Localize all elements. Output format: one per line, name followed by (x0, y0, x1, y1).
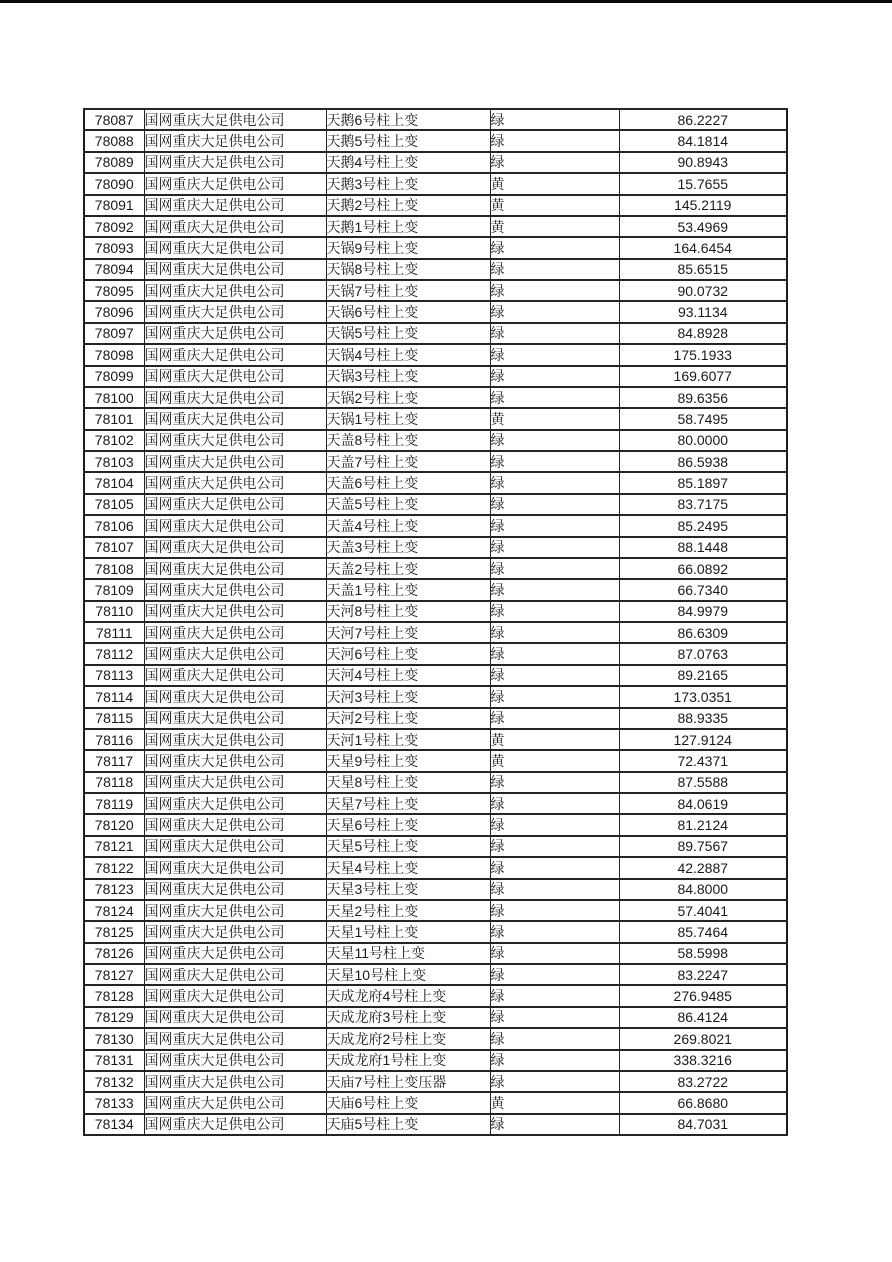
status-color-cell: 绿 (490, 301, 619, 322)
company-name-cell: 国网重庆大足供电公司 (144, 814, 326, 835)
device-name-cell: 天河6号柱上变 (326, 643, 490, 664)
table-row (84, 130, 787, 151)
status-color-cell: 绿 (490, 985, 619, 1006)
record-id-cell: 78120 (84, 814, 144, 835)
value-cell: 90.0732 (619, 280, 787, 301)
record-id-cell: 78119 (84, 793, 144, 814)
value-cell: 84.7031 (619, 1114, 787, 1135)
record-id-cell: 78115 (84, 708, 144, 729)
record-id-cell: 78121 (84, 836, 144, 857)
device-name-cell: 天锅4号柱上变 (326, 344, 490, 365)
device-name-cell: 天河3号柱上变 (326, 686, 490, 707)
status-color-cell: 绿 (490, 943, 619, 964)
record-id-cell: 78125 (84, 921, 144, 942)
table-row (84, 216, 787, 237)
table-row (84, 280, 787, 301)
table-row (84, 879, 787, 900)
company-name-cell: 国网重庆大足供电公司 (144, 195, 326, 216)
record-id-cell: 78095 (84, 280, 144, 301)
status-color-cell: 绿 (490, 451, 619, 472)
device-name-cell: 天鹅5号柱上变 (326, 130, 490, 151)
device-name-cell: 天成龙府4号柱上变 (326, 985, 490, 1006)
value-cell: 85.2495 (619, 515, 787, 536)
record-id-cell: 78094 (84, 259, 144, 280)
status-color-cell: 绿 (490, 814, 619, 835)
status-color-cell: 绿 (490, 921, 619, 942)
device-name-cell: 天星4号柱上变 (326, 857, 490, 878)
table-row (84, 494, 787, 515)
company-name-cell: 国网重庆大足供电公司 (144, 579, 326, 600)
record-id-cell: 78133 (84, 1092, 144, 1113)
value-cell: 169.6077 (619, 366, 787, 387)
value-cell: 66.7340 (619, 579, 787, 600)
value-cell: 72.4371 (619, 750, 787, 771)
device-name-cell: 天锅8号柱上变 (326, 259, 490, 280)
status-color-cell: 绿 (490, 793, 619, 814)
table-row (84, 1114, 787, 1135)
device-name-cell: 天河2号柱上变 (326, 708, 490, 729)
value-cell: 85.1897 (619, 472, 787, 493)
record-id-cell: 78100 (84, 387, 144, 408)
table-row (84, 537, 787, 558)
record-id-cell: 78118 (84, 772, 144, 793)
value-cell: 87.0763 (619, 643, 787, 664)
device-name-cell: 天鹅2号柱上变 (326, 195, 490, 216)
company-name-cell: 国网重庆大足供电公司 (144, 1028, 326, 1049)
record-id-cell: 78106 (84, 515, 144, 536)
device-name-cell: 天星2号柱上变 (326, 900, 490, 921)
value-cell: 276.9485 (619, 985, 787, 1006)
table-row (84, 750, 787, 771)
table-row (84, 1028, 787, 1049)
company-name-cell: 国网重庆大足供电公司 (144, 601, 326, 622)
company-name-cell: 国网重庆大足供电公司 (144, 259, 326, 280)
device-name-cell: 天锅1号柱上变 (326, 408, 490, 429)
record-id-cell: 78099 (84, 366, 144, 387)
table-row (84, 173, 787, 194)
record-id-cell: 78101 (84, 408, 144, 429)
record-id-cell: 78102 (84, 430, 144, 451)
device-name-cell: 天星7号柱上变 (326, 793, 490, 814)
company-name-cell: 国网重庆大足供电公司 (144, 1114, 326, 1135)
table-row (84, 195, 787, 216)
record-id-cell: 78098 (84, 344, 144, 365)
device-name-cell: 天盖4号柱上变 (326, 515, 490, 536)
company-name-cell: 国网重庆大足供电公司 (144, 750, 326, 771)
record-id-cell: 78132 (84, 1071, 144, 1092)
device-name-cell: 天星1号柱上变 (326, 921, 490, 942)
company-name-cell: 国网重庆大足供电公司 (144, 515, 326, 536)
value-cell: 89.7567 (619, 836, 787, 857)
record-id-cell: 78128 (84, 985, 144, 1006)
status-color-cell: 绿 (490, 708, 619, 729)
company-name-cell: 国网重庆大足供电公司 (144, 943, 326, 964)
record-id-cell: 78105 (84, 494, 144, 515)
table-row (84, 515, 787, 536)
table-row (84, 665, 787, 686)
table-row (84, 430, 787, 451)
company-name-cell: 国网重庆大足供电公司 (144, 622, 326, 643)
device-name-cell: 天成龙府3号柱上变 (326, 1007, 490, 1028)
status-color-cell: 绿 (490, 857, 619, 878)
company-name-cell: 国网重庆大足供电公司 (144, 558, 326, 579)
table-row (84, 601, 787, 622)
value-cell: 83.2247 (619, 964, 787, 985)
company-name-cell: 国网重庆大足供电公司 (144, 772, 326, 793)
value-cell: 269.8021 (619, 1028, 787, 1049)
device-name-cell: 天庙6号柱上变 (326, 1092, 490, 1113)
value-cell: 93.1134 (619, 301, 787, 322)
status-color-cell: 绿 (490, 772, 619, 793)
value-cell: 84.0619 (619, 793, 787, 814)
company-name-cell: 国网重庆大足供电公司 (144, 729, 326, 750)
table-row (84, 109, 787, 130)
value-cell: 164.6454 (619, 237, 787, 258)
table-row (84, 985, 787, 1006)
value-cell: 89.6356 (619, 387, 787, 408)
table-row (84, 943, 787, 964)
company-name-cell: 国网重庆大足供电公司 (144, 708, 326, 729)
device-name-cell: 天盖7号柱上变 (326, 451, 490, 472)
record-id-cell: 78104 (84, 472, 144, 493)
status-color-cell: 绿 (490, 537, 619, 558)
record-id-cell: 78097 (84, 323, 144, 344)
value-cell: 80.0000 (619, 430, 787, 451)
company-name-cell: 国网重庆大足供电公司 (144, 216, 326, 237)
company-name-cell: 国网重庆大足供电公司 (144, 344, 326, 365)
company-name-cell: 国网重庆大足供电公司 (144, 494, 326, 515)
company-name-cell: 国网重庆大足供电公司 (144, 836, 326, 857)
record-id-cell: 78134 (84, 1114, 144, 1135)
device-name-cell: 天鹅3号柱上变 (326, 173, 490, 194)
value-cell: 145.2119 (619, 195, 787, 216)
table-row (84, 686, 787, 707)
device-name-cell: 天河8号柱上变 (326, 601, 490, 622)
device-name-cell: 天盖1号柱上变 (326, 579, 490, 600)
status-color-cell: 绿 (490, 836, 619, 857)
value-cell: 86.4124 (619, 1007, 787, 1028)
company-name-cell: 国网重庆大足供电公司 (144, 1050, 326, 1071)
company-name-cell: 国网重庆大足供电公司 (144, 152, 326, 173)
record-id-cell: 78093 (84, 237, 144, 258)
table-row (84, 793, 787, 814)
device-name-cell: 天锅6号柱上变 (326, 301, 490, 322)
record-id-cell: 78116 (84, 729, 144, 750)
record-id-cell: 78087 (84, 109, 144, 130)
table-row (84, 1050, 787, 1071)
device-name-cell: 天庙5号柱上变 (326, 1114, 490, 1135)
company-name-cell: 国网重庆大足供电公司 (144, 451, 326, 472)
table-row (84, 900, 787, 921)
table-row (84, 643, 787, 664)
record-id-cell: 78122 (84, 857, 144, 878)
value-cell: 58.5998 (619, 943, 787, 964)
status-color-cell: 绿 (490, 152, 619, 173)
record-id-cell: 78130 (84, 1028, 144, 1049)
value-cell: 42.2887 (619, 857, 787, 878)
value-cell: 84.8928 (619, 323, 787, 344)
status-color-cell: 黄 (490, 1092, 619, 1113)
record-id-cell: 78107 (84, 537, 144, 558)
status-color-cell: 绿 (490, 430, 619, 451)
record-id-cell: 78091 (84, 195, 144, 216)
status-color-cell: 绿 (490, 964, 619, 985)
record-id-cell: 78129 (84, 1007, 144, 1028)
record-id-cell: 78089 (84, 152, 144, 173)
value-cell: 86.2227 (619, 109, 787, 130)
company-name-cell: 国网重庆大足供电公司 (144, 173, 326, 194)
value-cell: 66.8680 (619, 1092, 787, 1113)
value-cell: 84.8000 (619, 879, 787, 900)
value-cell: 338.3216 (619, 1050, 787, 1071)
record-id-cell: 78117 (84, 750, 144, 771)
table-row (84, 237, 787, 258)
value-cell: 86.6309 (619, 622, 787, 643)
status-color-cell: 黄 (490, 750, 619, 771)
device-name-cell: 天星11号柱上变 (326, 943, 490, 964)
status-color-cell: 绿 (490, 109, 619, 130)
record-id-cell: 78114 (84, 686, 144, 707)
record-id-cell: 78111 (84, 622, 144, 643)
table-row (84, 1092, 787, 1113)
value-cell: 84.9979 (619, 601, 787, 622)
record-id-cell: 78110 (84, 601, 144, 622)
device-name-cell: 天星3号柱上变 (326, 879, 490, 900)
company-name-cell: 国网重庆大足供电公司 (144, 964, 326, 985)
value-cell: 66.0892 (619, 558, 787, 579)
status-color-cell: 绿 (490, 344, 619, 365)
table-row (84, 366, 787, 387)
table-row (84, 472, 787, 493)
table-row (84, 836, 787, 857)
table-row (84, 451, 787, 472)
record-id-cell: 78131 (84, 1050, 144, 1071)
status-color-cell: 绿 (490, 558, 619, 579)
value-cell: 175.1933 (619, 344, 787, 365)
status-color-cell: 绿 (490, 130, 619, 151)
device-name-cell: 天锅5号柱上变 (326, 323, 490, 344)
company-name-cell: 国网重庆大足供电公司 (144, 1007, 326, 1028)
data-table (83, 108, 788, 1136)
status-color-cell: 绿 (490, 622, 619, 643)
device-name-cell: 天锅3号柱上变 (326, 366, 490, 387)
status-color-cell: 黄 (490, 216, 619, 237)
table-row (84, 857, 787, 878)
company-name-cell: 国网重庆大足供电公司 (144, 366, 326, 387)
status-color-cell: 绿 (490, 1028, 619, 1049)
status-color-cell: 绿 (490, 366, 619, 387)
company-name-cell: 国网重庆大足供电公司 (144, 879, 326, 900)
status-color-cell: 绿 (490, 323, 619, 344)
table-row (84, 772, 787, 793)
company-name-cell: 国网重庆大足供电公司 (144, 109, 326, 130)
value-cell: 89.2165 (619, 665, 787, 686)
device-name-cell: 天鹅1号柱上变 (326, 216, 490, 237)
record-id-cell: 78108 (84, 558, 144, 579)
status-color-cell: 绿 (490, 472, 619, 493)
record-id-cell: 78103 (84, 451, 144, 472)
value-cell: 88.9335 (619, 708, 787, 729)
record-id-cell: 78112 (84, 643, 144, 664)
company-name-cell: 国网重庆大足供电公司 (144, 1092, 326, 1113)
company-name-cell: 国网重庆大足供电公司 (144, 237, 326, 258)
company-name-cell: 国网重庆大足供电公司 (144, 793, 326, 814)
device-name-cell: 天河4号柱上变 (326, 665, 490, 686)
device-name-cell: 天鹅4号柱上变 (326, 152, 490, 173)
device-name-cell: 天成龙府1号柱上变 (326, 1050, 490, 1071)
device-name-cell: 天星10号柱上变 (326, 964, 490, 985)
status-color-cell: 绿 (490, 601, 619, 622)
table-row (84, 622, 787, 643)
table-row (84, 729, 787, 750)
status-color-cell: 绿 (490, 900, 619, 921)
device-name-cell: 天星5号柱上变 (326, 836, 490, 857)
record-id-cell: 78090 (84, 173, 144, 194)
table-row (84, 708, 787, 729)
company-name-cell: 国网重庆大足供电公司 (144, 280, 326, 301)
company-name-cell: 国网重庆大足供电公司 (144, 408, 326, 429)
status-color-cell: 绿 (490, 1050, 619, 1071)
record-id-cell: 78126 (84, 943, 144, 964)
value-cell: 84.1814 (619, 130, 787, 151)
table-body (84, 109, 787, 1135)
device-name-cell: 天鹅6号柱上变 (326, 109, 490, 130)
value-cell: 88.1448 (619, 537, 787, 558)
status-color-cell: 黄 (490, 173, 619, 194)
value-cell: 85.7464 (619, 921, 787, 942)
company-name-cell: 国网重庆大足供电公司 (144, 857, 326, 878)
table-row (84, 152, 787, 173)
table-row (84, 344, 787, 365)
status-color-cell: 绿 (490, 494, 619, 515)
company-name-cell: 国网重庆大足供电公司 (144, 665, 326, 686)
status-color-cell: 绿 (490, 387, 619, 408)
company-name-cell: 国网重庆大足供电公司 (144, 323, 326, 344)
status-color-cell: 绿 (490, 1114, 619, 1135)
company-name-cell: 国网重庆大足供电公司 (144, 301, 326, 322)
value-cell: 90.8943 (619, 152, 787, 173)
value-cell: 86.5938 (619, 451, 787, 472)
value-cell: 127.9124 (619, 729, 787, 750)
record-id-cell: 78123 (84, 879, 144, 900)
record-id-cell: 78096 (84, 301, 144, 322)
status-color-cell: 黄 (490, 408, 619, 429)
table-row (84, 814, 787, 835)
device-name-cell: 天星8号柱上变 (326, 772, 490, 793)
device-name-cell: 天盖5号柱上变 (326, 494, 490, 515)
status-color-cell: 黄 (490, 195, 619, 216)
table-row (84, 579, 787, 600)
device-name-cell: 天盖6号柱上变 (326, 472, 490, 493)
value-cell: 87.5588 (619, 772, 787, 793)
status-color-cell: 绿 (490, 643, 619, 664)
value-cell: 83.2722 (619, 1071, 787, 1092)
device-name-cell: 天星6号柱上变 (326, 814, 490, 835)
company-name-cell: 国网重庆大足供电公司 (144, 643, 326, 664)
table-row (84, 323, 787, 344)
device-name-cell: 天星9号柱上变 (326, 750, 490, 771)
device-name-cell: 天庙7号柱上变压器 (326, 1071, 490, 1092)
device-name-cell: 天锅7号柱上变 (326, 280, 490, 301)
company-name-cell: 国网重庆大足供电公司 (144, 686, 326, 707)
value-cell: 53.4969 (619, 216, 787, 237)
company-name-cell: 国网重庆大足供电公司 (144, 985, 326, 1006)
device-name-cell: 天成龙府2号柱上变 (326, 1028, 490, 1049)
value-cell: 57.4041 (619, 900, 787, 921)
value-cell: 85.6515 (619, 259, 787, 280)
company-name-cell: 国网重庆大足供电公司 (144, 1071, 326, 1092)
device-name-cell: 天盖2号柱上变 (326, 558, 490, 579)
company-name-cell: 国网重庆大足供电公司 (144, 430, 326, 451)
company-name-cell: 国网重庆大足供电公司 (144, 921, 326, 942)
value-cell: 81.2124 (619, 814, 787, 835)
record-id-cell: 78109 (84, 579, 144, 600)
table-row (84, 1071, 787, 1092)
table-row (84, 408, 787, 429)
value-cell: 173.0351 (619, 686, 787, 707)
record-id-cell: 78113 (84, 665, 144, 686)
status-color-cell: 绿 (490, 579, 619, 600)
status-color-cell: 绿 (490, 686, 619, 707)
company-name-cell: 国网重庆大足供电公司 (144, 900, 326, 921)
status-color-cell: 绿 (490, 280, 619, 301)
status-color-cell: 黄 (490, 729, 619, 750)
status-color-cell: 绿 (490, 1071, 619, 1092)
device-name-cell: 天盖8号柱上变 (326, 430, 490, 451)
record-id-cell: 78092 (84, 216, 144, 237)
status-color-cell: 绿 (490, 1007, 619, 1028)
company-name-cell: 国网重庆大足供电公司 (144, 130, 326, 151)
status-color-cell: 绿 (490, 665, 619, 686)
device-name-cell: 天盖3号柱上变 (326, 537, 490, 558)
status-color-cell: 绿 (490, 237, 619, 258)
company-name-cell: 国网重庆大足供电公司 (144, 537, 326, 558)
table-row (84, 921, 787, 942)
table-row (84, 387, 787, 408)
scan-edge-bar (0, 0, 892, 3)
record-id-cell: 78124 (84, 900, 144, 921)
table-row (84, 1007, 787, 1028)
status-color-cell: 绿 (490, 879, 619, 900)
device-name-cell: 天锅9号柱上变 (326, 237, 490, 258)
table-row (84, 259, 787, 280)
company-name-cell: 国网重庆大足供电公司 (144, 472, 326, 493)
table-row (84, 558, 787, 579)
device-name-cell: 天锅2号柱上变 (326, 387, 490, 408)
device-name-cell: 天河1号柱上变 (326, 729, 490, 750)
record-id-cell: 78127 (84, 964, 144, 985)
value-cell: 58.7495 (619, 408, 787, 429)
value-cell: 83.7175 (619, 494, 787, 515)
company-name-cell: 国网重庆大足供电公司 (144, 387, 326, 408)
record-id-cell: 78088 (84, 130, 144, 151)
table-row (84, 964, 787, 985)
table-row (84, 301, 787, 322)
status-color-cell: 绿 (490, 259, 619, 280)
value-cell: 15.7655 (619, 173, 787, 194)
status-color-cell: 绿 (490, 515, 619, 536)
device-name-cell: 天河7号柱上变 (326, 622, 490, 643)
